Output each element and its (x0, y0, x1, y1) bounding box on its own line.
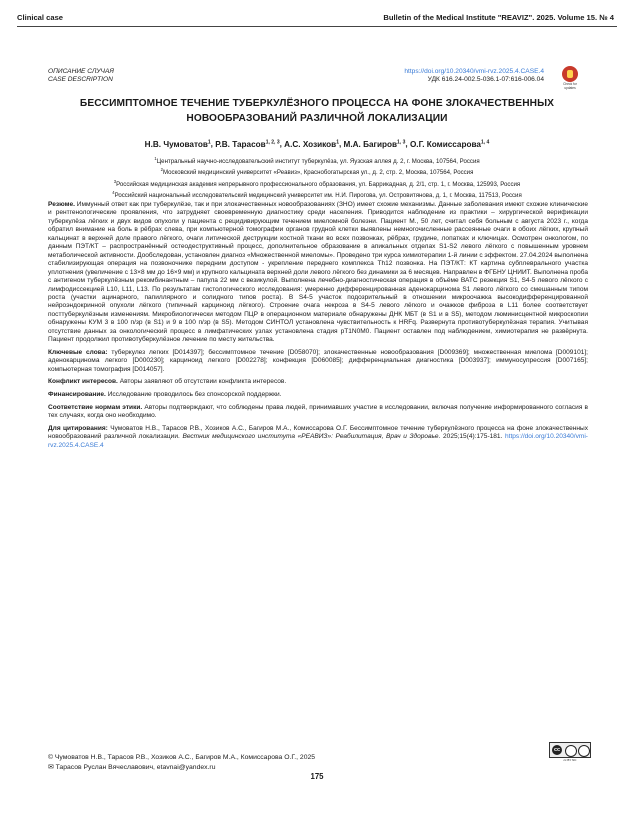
by-icon (565, 745, 577, 757)
udc-code: УДК 616.24-002.5-036.1-07:616-006.04 (427, 76, 544, 84)
affiliation: $^1$Центральный научно-исследовательский институт туберкулёза, ул. Яузская аллея д. 2, г. Москва, 107564, Россия (154, 156, 480, 166)
conflict-of-interest: Конфликт интересов. Авторы заявляют об отсутствии конфликта интересов. (48, 378, 287, 386)
affiliation: $^2$Московский медицинский университет «Реавиз», Краснобогатырская ул., д. 2, стр. 2, Москва, 107564, Россия (160, 167, 474, 177)
keywords: Ключевые слова: туберкулез легких [D014397]; бессимптомное течение [D058070]; злокачественные новообразования [D009369]; множественная миелома [D009101]; аденокарцинома легкого [D000230]; карциноид легкого [D002278]; конфекция [D060085]; дифференциальная диагностика [D003937]; иммуносупрессия [D007165]; компьютерная томография [D014057]. (48, 348, 588, 373)
doi-link[interactable]: https://doi.org/10.20340/vmi-rvz.2025.4.CASE.4 (404, 68, 544, 75)
article-type-en: CASE DESCRIPTION (48, 76, 113, 84)
article-type (48, 68, 114, 85)
affiliation: $^4$Российский национальный исследовательский медицинский университет им. Н.И. Пирогова, ул. Островитянова, д. 1, г. Москва, 117513, Россия (112, 190, 522, 200)
corresponding-author: ✉ Тарасов Руслан Вячеславович, etavnai@yandex.ru (48, 763, 216, 771)
page-number: 175 (310, 772, 324, 781)
affiliation-list (40, 155, 594, 201)
author: М.А. Багиров$^{1, 3}$ (343, 139, 406, 149)
article-meta (404, 68, 544, 85)
check-for-updates-icon (562, 66, 578, 82)
header-section-label: Clinical case (17, 13, 64, 22)
article-type-ru: ОПИСАНИЕ СЛУЧАЯ (48, 68, 114, 75)
copyright: © Чумоватов Н.В., Тарасов Р.В., Хозиков А.С., Багиров М.А., Комиссарова О.Г., 2025 (48, 754, 316, 761)
ethics: Соответствие нормам этики. Авторы подтверждают, что соблюдены права людей, принимавших участие в исследовании, включая получение информированного согласия в тех случаях, когда оно необходимо. (48, 403, 588, 420)
page-footer (48, 753, 315, 773)
article-title: БЕССИМПТОМНОЕ ТЕЧЕНИЕ ТУБЕРКУЛЁЗНОГО ПРОЦЕССА НА ФОНЕ ЗЛОКАЧЕСТВЕННЫХ НОВООБРАЗОВАНИЙ РАЗЛИЧНОЙ ЛОКАЛИЗАЦИИ (79, 98, 555, 124)
page-header (0, 0, 634, 26)
header-journal-label: Bulletin of the Medical Institute "REAVIZ". 2025. Volume 15. № 4 (383, 13, 614, 22)
cc-license-badge[interactable] (549, 742, 591, 762)
citation-doi-link[interactable]: https://doi.org/10.20340/vmi-rvz.2025.4.CASE.4 (48, 433, 588, 449)
author: А.С. Хозиков$^1$ (284, 139, 339, 149)
author: О.Г. Комиссарова$^{1, 4}$ (409, 139, 490, 149)
nc-icon (578, 745, 590, 757)
cc-icon: cc (553, 747, 561, 753)
affiliation: $^3$Российская медицинская академия непрерывного профессионального образования, ул. Баррикадная, д. 2/1, стр. 1, г. Москва, 125993, Россия (113, 178, 521, 188)
check-for-updates-caption: Check for updates (563, 82, 577, 90)
citation: Для цитирования: Чумоватов Н.В., Тарасов Р.В., Хозиков А.С., Багиров М.А., Комиссарова О.Г. Бессимптомное течение туберкулёзного процесса на фоне злокачественных новообразований различной локализации. Вестник медицинского института «РЕАВИЗ»: Реабилитация, Врач и Здоровье. 2025;15(4):175-181. https://doi.org/10.20340/vmi-rvz.2025.4.CASE.4 (48, 424, 588, 449)
author: Н.В. Чумоватов$^1$ (144, 139, 211, 149)
abstract-block (48, 201, 588, 454)
author-list: Н.В. Чумоватов$^1$, Р.В. Тарасов$^{1, 2, 3}$, А.С. Хозиков$^1$, М.А. Багиров$^{1, 3}$, О.Г. Комиссарова$^{1, 4}$ (144, 139, 490, 149)
author: Р.В. Тарасов$^{1, 2, 3}$ (215, 139, 280, 149)
abstract: Резюме. Иммунный ответ как при туберкулёзе, так и при злокачественных новообразованиях (ЗНО) имеет схожие механизмы. Данные заболевания имеют схожие клинические и рентгенологические проявления, что затрудняет своевременную диагностику среди населения. Приводится наблюдение из практики – хирургической верификации туберкулёза лёгких и двух видов опухоли у пациента с рецидивирующим течением миеломной болезни. Пациент М., 50 лет, считал себя больным с августа 2023 г., когда обратил внимание на боль в рёбрах слева, при компьютерной томографии органов грудной клетки выявлены немногочисленные рассеянные очаги в обоих лёгких, крупный кальцинат в верхней доле правого лёгкого, очаги литической деструкции костной ткани во всех позвонках, рёбрах, грудине, лопатках и ключицах. Осмотрен онкологом, по данным ПЭТ/КТ – распространённый остеодеструктивный процесс, дополнительное образование в апикальных отделах S1-S2 левого лёгкого с повышенным уровнем метаболической активности. Дообследован, установлен диагноз «Множественной миеломы». Проведено три курса химиотерапии 1-й линии с эффектом. 27.04.2024 выполнена стабилизирующая операция на позвоночнике передним доступом - укрепление переднего комплекса Th12 позвонка. На ПЭТ/КТ: КТ картина субплеврального участка уплотнения (увеличение с 13×8 мм до 16×9 мм) и крупного кальцината верхней доли левого лёгкого без динамики за 6 месяцев. Направлен в ФГБНУ ЦНИИТ. Выполнена проба с антигеном туберкулёзным рекомбинантным – папула 22 мм с везикулой. Выполнена лечебно-диагностическая операция в объёме ВАТС резекция S1, S4-5 левого лёгкого с лимфодиссекцией L10, L11, L13. По результатам гистологического исследования: умеренно дифференцированная аденокарцинома S1 левого лёгкого со смешанным типом роста (участки ацинарного, папиллярного и солидного типов роста). В S4-5 участок подозрительный в отношении микроочажка высокодифференцированной нейроэндокринной опухоли лёгкого (типичный карциноид лёгкого). Строение очага некроза в S4-5 левого лёгкого и очажков фиброза в L11 более соответствует посттуберкулёзным изменениям. Микробиологически методом ПЦР в операционном материале обнаружены ДНК МБТ (в S1 и в S5), методом люминисцентной микроскопии обнаружены КУМ 3 в 100 п/зр (в S1) и 9 в 100 п/зр (в S5). Методом СИНТОЛ установлена чувствительность к HRFq. Развернута противотуберкулёзная терапия. Учитывая отсутствие данных за онкологический процесс в лимфатических узлах установлена стадия pT1N0M0. Пациент оставлен под наблюдением, химиотерапия не развёрнута. Пациент продолжил противотуберкулёзное лечение по месту жительства. (48, 201, 588, 344)
check-for-updates-badge[interactable] (559, 66, 581, 92)
header-divider (17, 26, 617, 27)
funding: Финансирование. Исследование проводилось без спонсорской поддержки. (48, 391, 282, 399)
license-label: cc BY NC (563, 758, 577, 762)
